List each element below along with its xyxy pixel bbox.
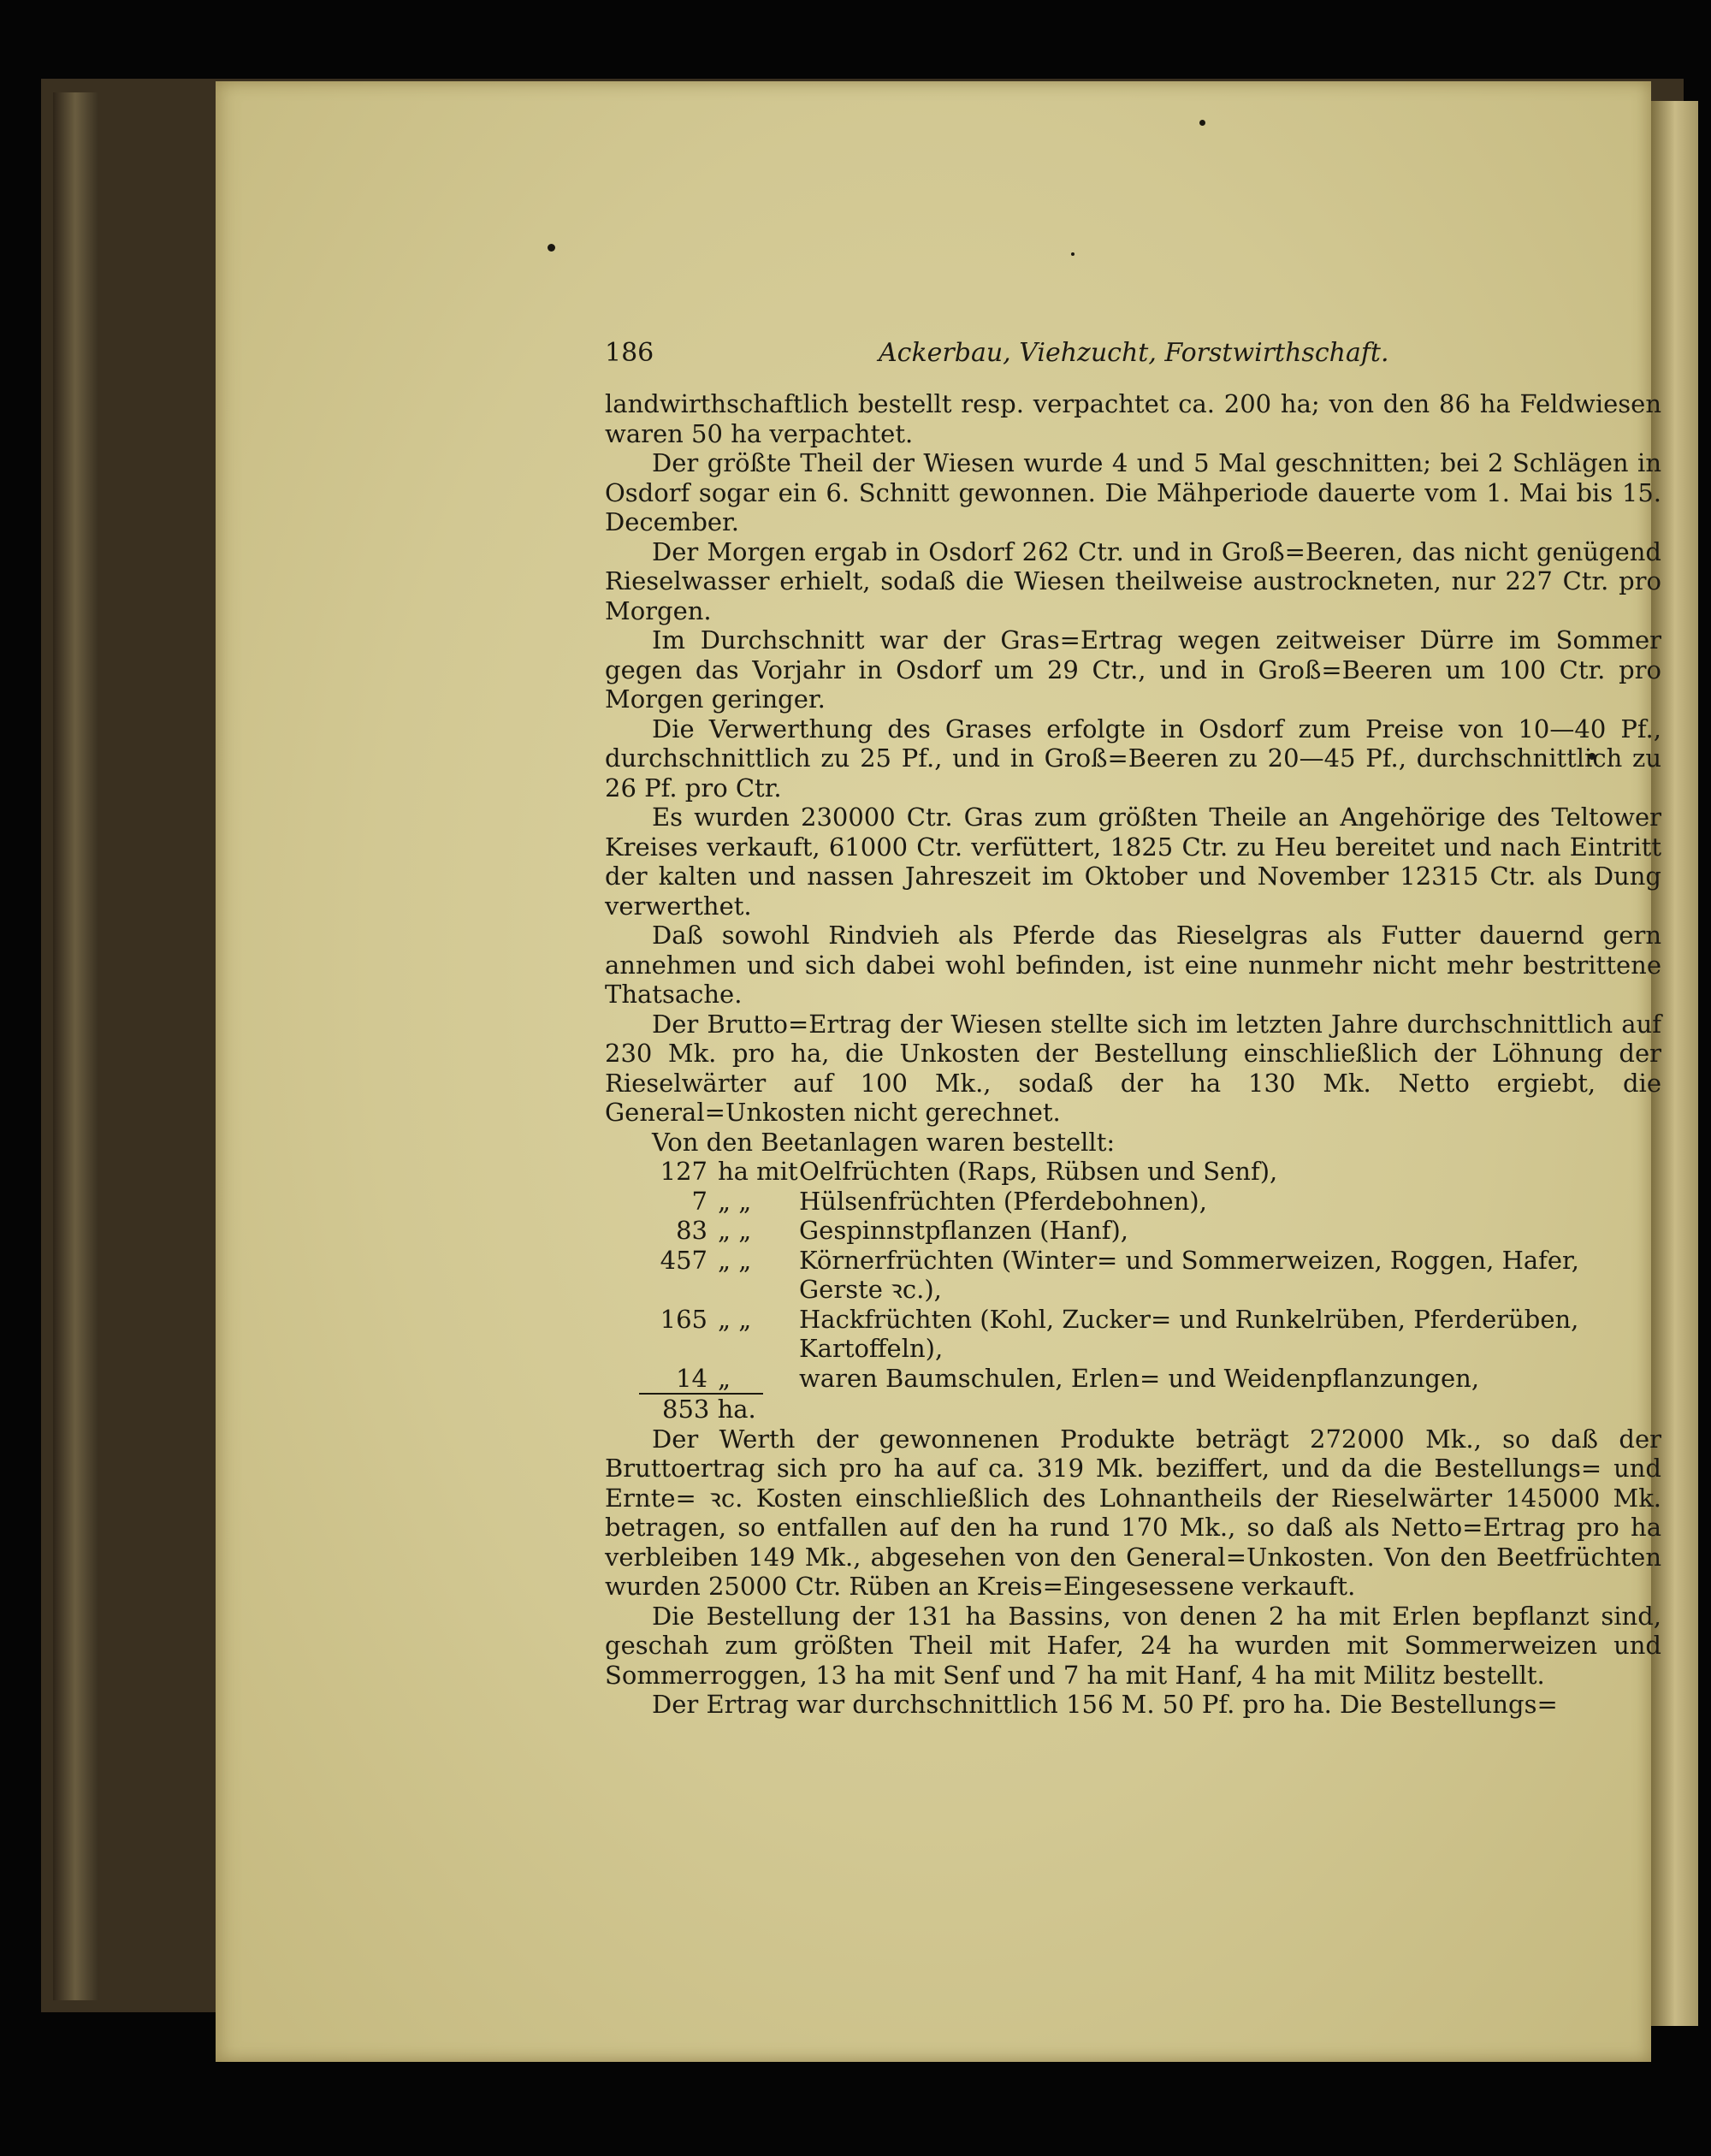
crop-description: waren Baumschulen, Erlen= und Weidenpflanzungen, [799,1363,1480,1393]
crop-unit: „ „ [718,1186,752,1216]
page-header [605,338,1661,389]
crop-amount: 457 [660,1245,707,1275]
paper-speck [1071,252,1075,256]
crop-amount: 83 [676,1216,707,1245]
crop-unit: „ „ [718,1245,752,1275]
crop-amount: 127 [660,1157,707,1186]
crop-description: Hülsenfrüchten (Pferdebohnen), [799,1186,1207,1216]
paragraph: Der größte Theil der Wiesen wurde 4 und 5 Mal geschnitten; bei 2 Schlägen in Osdorf sogar ein 6. Schnitt gewonnen. Die Mähperiode dauerte vom 1. Mai bis 15. December. [605,448,1661,536]
crop-total: 853 ha. [662,1395,756,1424]
paragraph: Im Durchschnitt war der Gras=Ertrag wegen zeitweiser Dürre im Sommer gegen das Vorjahr in Osdorf um 29 Ctr., und in Groß=Beeren um 100 Ctr. pro Morgen geringer. [605,625,1661,714]
paragraph: Es wurden 230000 Ctr. Gras zum größten Theile an Angehörige des Teltower Kreises verkauft, 61000 Ctr. verfüttert, 1825 Ctr. zu Heu bereitet und nach Eintritt der kalten und nassen Jahreszeit im Oktober und November 12315 Ctr. als Dung verwerthet. [605,803,1661,921]
running-title: Ackerbau, Viehzucht, Forstwirthschaft. [879,338,1389,368]
paragraph: Die Bestellung der 131 ha Bassins, von denen 2 ha mit Erlen bepflanzt sind, geschah zum größten Theil mit Hafer, 24 ha wurden mit Sommerweizen und Sommerroggen, 13 ha mit Senf und 7 ha mit Hanf, 4 ha mit Militz bestellt. [605,1601,1661,1690]
paragraph: Daß sowohl Rindvieh als Pferde das Rieselgras als Futter dauernd gern annehmen und sich dabei wohl befinden, ist eine nunmehr nicht mehr bestrittene Thatsache. [605,921,1661,1009]
crop-amount: 14 [676,1363,707,1393]
paragraph: Die Verwerthung des Grases erfolgte in Osdorf zum Preise von 10—40 Pf., durchschnittlich zu 25 Pf., und in Groß=Beeren zu 20—45 Pf., durchschnittlich zu 26 Pf. pro Ctr. [605,714,1661,803]
crop-description-continued: Kartoffeln), [799,1334,944,1363]
crop-description: Oelfrüchten (Raps, Rübsen und Senf), [799,1157,1278,1186]
paragraph: Der Ertrag war durchschnittlich 156 M. 50 Pf. pro ha. Die Bestellungs= [652,1690,1558,1719]
paper-speck [548,244,555,252]
list-item-continuation [605,1334,1661,1364]
crop-unit: „ „ [718,1216,752,1245]
list-item [605,1364,1661,1394]
page-number: 186 [605,338,654,368]
crop-unit: „ [718,1363,731,1393]
left-binding-board [53,92,98,2000]
paragraph: landwirthschaftlich bestellt resp. verpachtet ca. 200 ha; von den 86 ha Feldwiesen waren 50 ha verpachtet. [605,389,1661,448]
crop-unit: ha mit [718,1157,798,1186]
crop-description: Körnerfrüchten (Winter= und Sommerweizen, Roggen, Hafer, [799,1245,1579,1275]
crop-description-continued: Gerste ꝛc.), [799,1275,942,1304]
crop-amount: 165 [660,1304,707,1334]
crop-description: Hackfrüchten (Kohl, Zucker= und Runkelrüben, Pferderüben, [799,1304,1579,1334]
paragraph: Der Brutto=Ertrag der Wiesen stellte sich im letzten Jahre durchschnittlich auf 230 Mk. pro ha, die Unkosten der Bestellung einschließlich der Löhnung der Rieselwärter auf 100 Mk., sodaß der ha 130 Mk. Netto ergiebt, die General=Unkosten nicht gerechnet. [605,1009,1661,1127]
list-item [605,1187,1661,1217]
crop-amount: 7 [691,1186,707,1216]
list-item [605,1157,1661,1187]
list-item [605,1246,1661,1276]
crop-unit: „ „ [718,1304,752,1334]
list-item-continuation [605,1275,1661,1305]
page-content [605,338,1661,1895]
crop-description: Gespinnstpflanzen (Hanf), [799,1216,1128,1245]
body-text [605,389,1661,1720]
list-intro: Von den Beetanlagen waren bestellt: [652,1127,1116,1157]
list-item [605,1216,1661,1246]
book-page [216,81,1661,2062]
paragraph: Der Morgen ergab in Osdorf 262 Ctr. und in Groß=Beeren, das nicht genügend Rieselwasser erhielt, sodaß die Wiesen theilweise austrockneten, nur 227 Ctr. pro Morgen. [605,536,1661,625]
paper-speck [1199,120,1205,126]
crop-list [605,1157,1661,1424]
list-item [605,1305,1661,1335]
paragraph: Der Werth der gewonnenen Produkte beträgt 272000 Mk., so daß der Bruttoertrag sich pro ha auf ca. 319 Mk. beziffert, und da die Bestellungs= und Ernte= ꝛc. Kosten einschließlich des Lohnantheils der Rieselwärter 145000 Mk. betragen, so entfallen auf den ha rund 170 Mk., so daß als Netto=Ertrag pro ha verbleiben 149 Mk., abgesehen von den General=Unkosten. Von den Beetfrüchten wurden 25000 Ctr. Rüben an Kreis=Eingesessene verkauft. [605,1424,1661,1601]
